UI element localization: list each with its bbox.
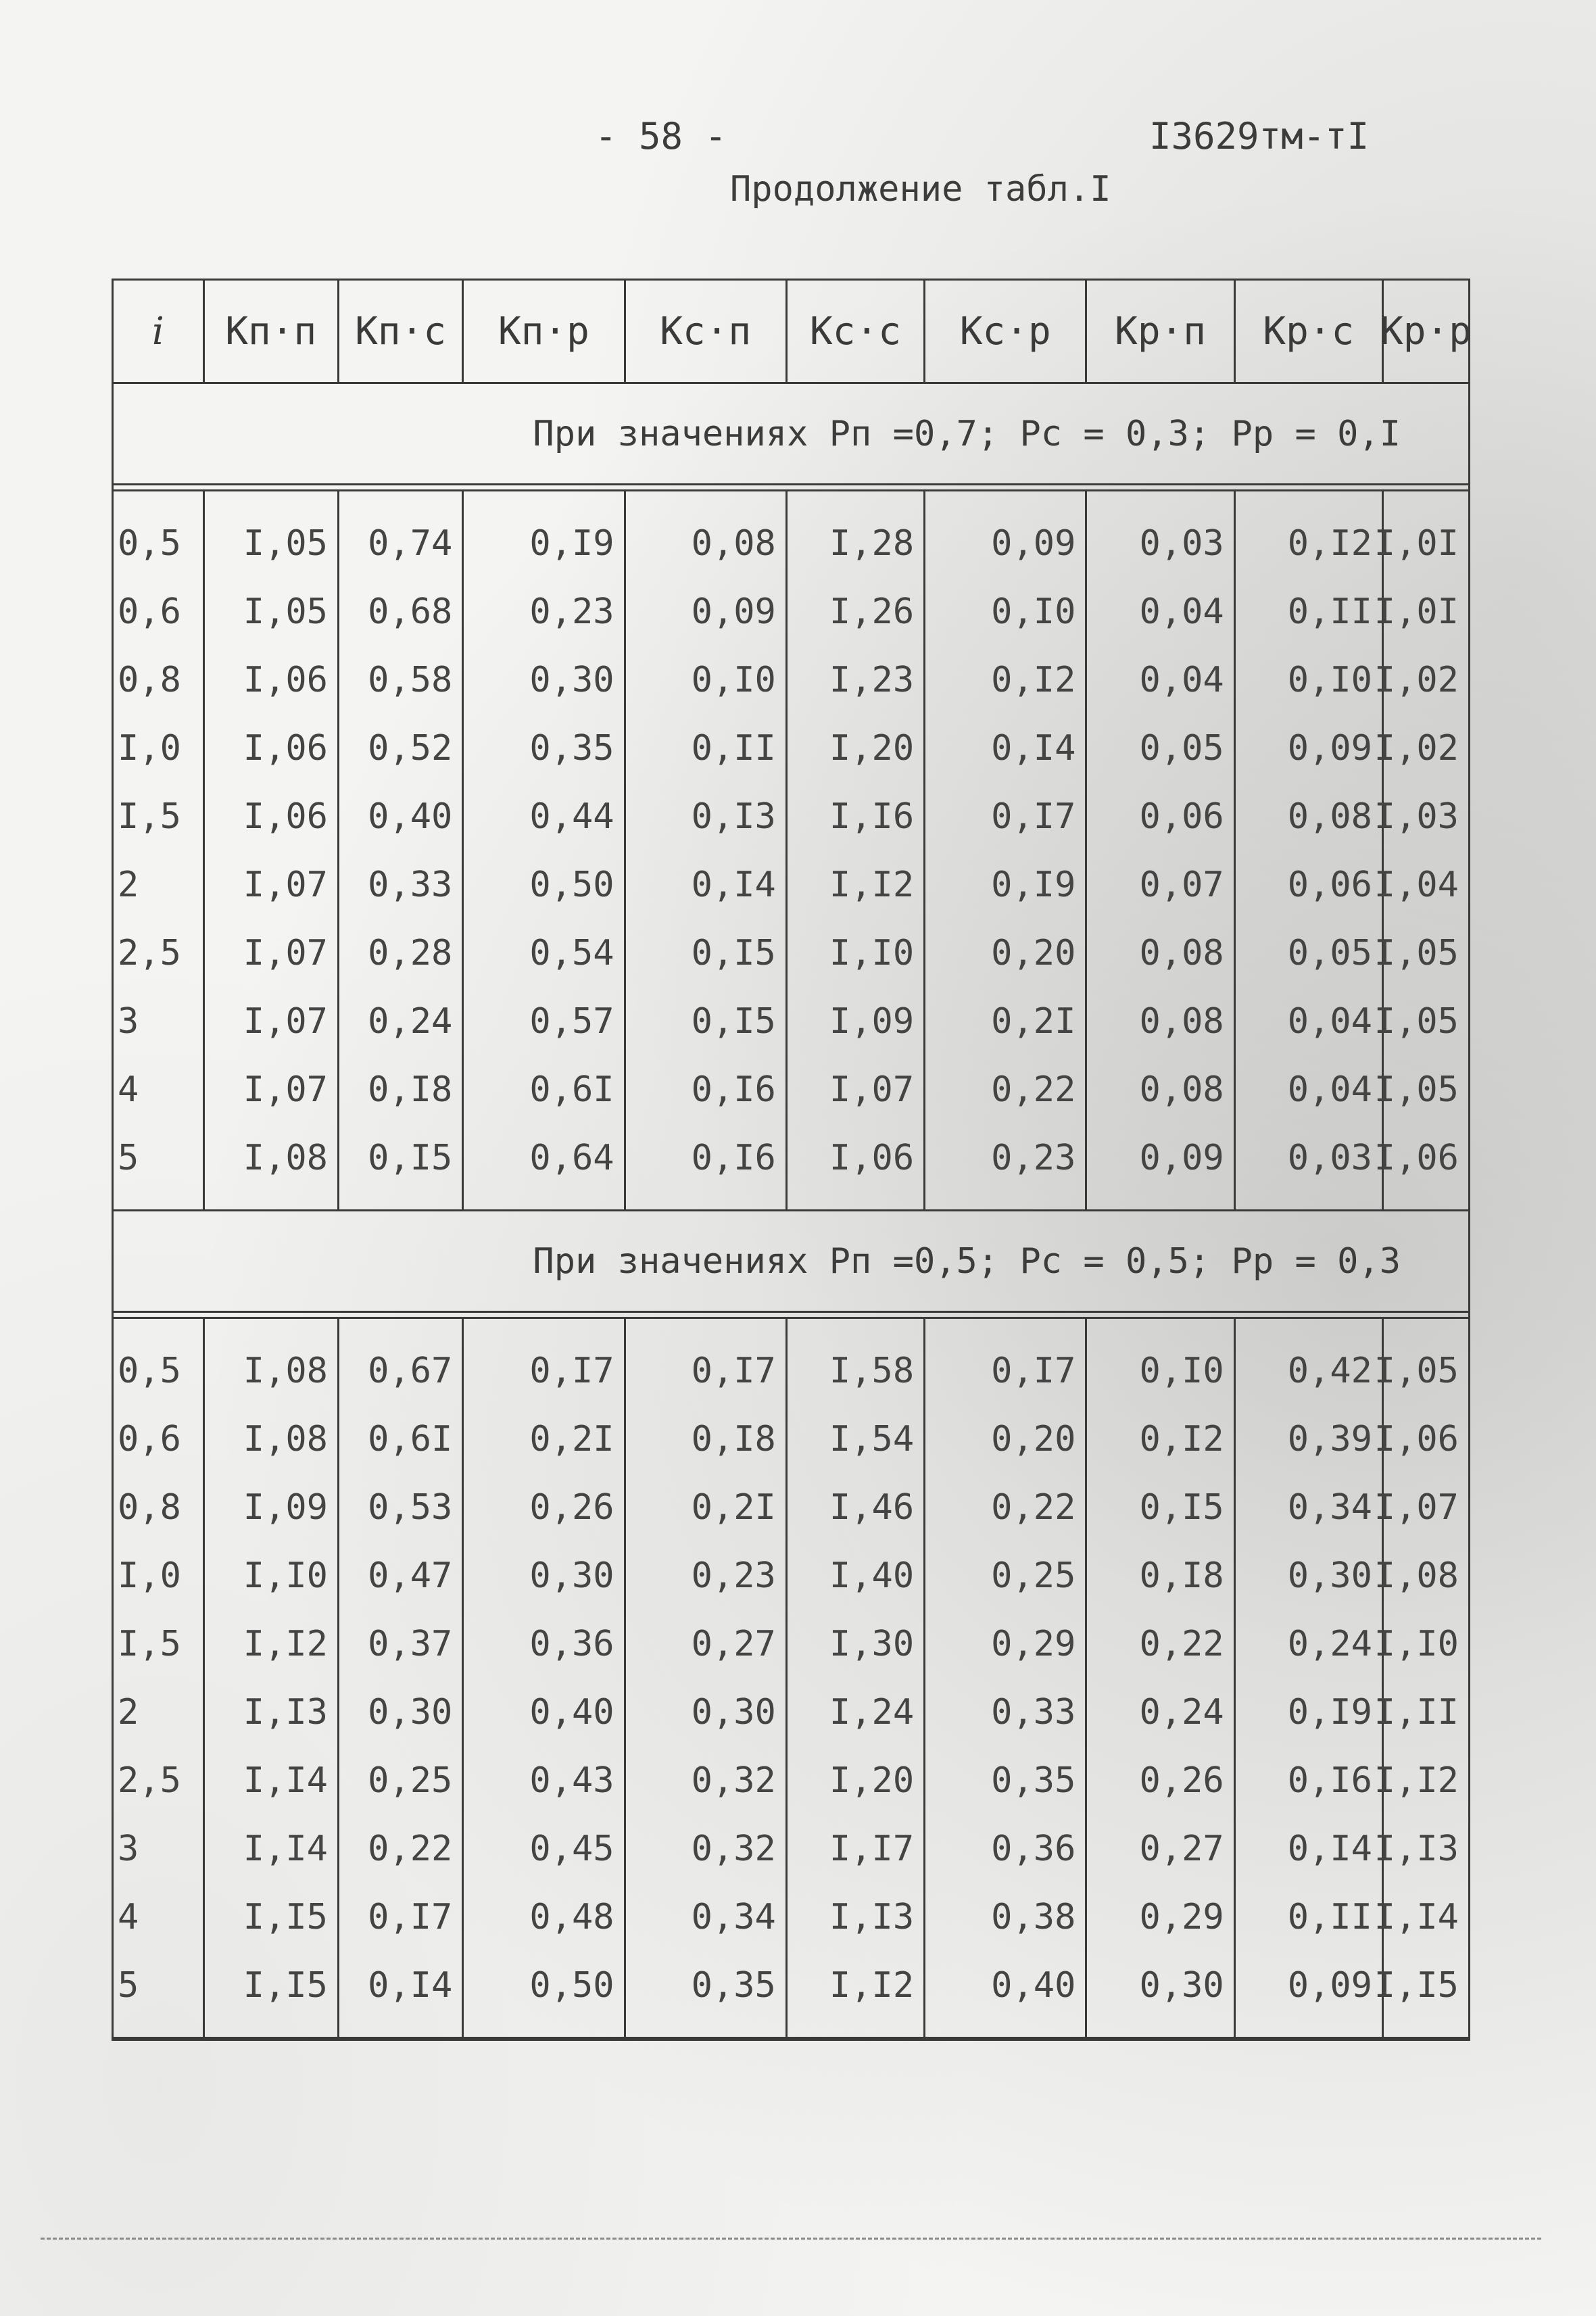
table-cell: I,0I	[1374, 591, 1459, 632]
table-cell: I,28	[829, 523, 915, 564]
table-cell: 0,32	[691, 1760, 776, 1801]
table-cell: 0,I7	[368, 1896, 453, 1937]
column-header: Kр·п	[1087, 281, 1235, 382]
row-label-cell: 5	[118, 1964, 139, 2006]
table-cell: I,I2	[829, 864, 915, 905]
row-label-cell: 4	[118, 1896, 139, 1937]
table-cell: 0,I7	[691, 1350, 776, 1391]
table-cell: I,06	[243, 727, 328, 769]
table-cell: 0,I4	[691, 864, 776, 905]
table-cell: I,07	[1374, 1487, 1459, 1528]
table-column	[1374, 1319, 1468, 2037]
row-label-cell: I,0	[118, 1555, 181, 1596]
table-cell: 0,25	[368, 1760, 453, 1801]
column-header: Kп·с	[339, 281, 464, 382]
table-column	[925, 491, 1087, 1209]
table-cell: 0,2I	[691, 1487, 776, 1528]
table-cell: I,23	[829, 659, 915, 700]
table-column	[788, 491, 925, 1209]
table-cell: 0,28	[368, 932, 453, 973]
table-cell: 0,58	[368, 659, 453, 700]
table-cell: 0,II	[691, 727, 776, 769]
table-header-row	[114, 281, 1472, 384]
table-cell: I,09	[243, 1487, 328, 1528]
table-cell: 0,57	[529, 1000, 614, 1042]
table-cell: 0,26	[529, 1487, 614, 1528]
table-column	[925, 1319, 1087, 2037]
table-cell: 0,23	[529, 591, 614, 632]
table-cell: I,I2	[829, 1964, 915, 2006]
table-cell: 0,6I	[368, 1418, 453, 1459]
table-cell: I,08	[243, 1350, 328, 1391]
table-cell: 0,50	[529, 1964, 614, 2006]
table-cell: 0,I2	[1287, 523, 1372, 564]
table-cell: I,07	[243, 1069, 328, 1110]
table-cell: 0,52	[368, 727, 453, 769]
table-cell: 0,09	[1287, 1964, 1372, 2006]
table-cell: 0,I7	[991, 796, 1076, 837]
column-header: i	[114, 281, 205, 382]
table-column	[1374, 491, 1468, 1209]
table-cell: 0,32	[691, 1828, 776, 1869]
table-column	[339, 491, 464, 1209]
table-cell: I,06	[829, 1137, 915, 1178]
table-cell: 0,20	[991, 1418, 1076, 1459]
table-cell: 0,42	[1287, 1350, 1372, 1391]
table-cell: 0,08	[1139, 932, 1224, 973]
table-cell: I,I3	[243, 1691, 328, 1733]
table-cell: I,05	[1374, 1000, 1459, 1042]
table-cell: 0,35	[991, 1760, 1076, 1801]
table-column	[114, 491, 205, 1209]
coefficients-table	[112, 279, 1470, 2041]
section-divider	[114, 485, 1468, 491]
table-cell: 0,08	[1287, 796, 1372, 837]
table-cell: 0,I8	[1139, 1555, 1224, 1596]
row-label-cell: I,5	[118, 1623, 181, 1664]
table-cell: 0,I9	[529, 523, 614, 564]
table-column	[464, 491, 625, 1209]
table-cell: 0,34	[1287, 1487, 1372, 1528]
table-cell: 0,04	[1287, 1000, 1372, 1042]
table-cell: 0,22	[1139, 1623, 1224, 1664]
table-cell: 0,22	[991, 1069, 1076, 1110]
row-label-cell: 0,8	[118, 1487, 181, 1528]
table-cell: I,I5	[243, 1896, 328, 1937]
column-header: Kс·с	[788, 281, 925, 382]
table-cell: 0,25	[991, 1555, 1076, 1596]
table-cell: 0,I0	[991, 591, 1076, 632]
row-label-cell: 0,8	[118, 659, 181, 700]
row-label-cell: 3	[118, 1000, 139, 1042]
table-cell: I,07	[243, 864, 328, 905]
table-cell: I,I2	[243, 1623, 328, 1664]
table-cell: 0,04	[1139, 591, 1224, 632]
table-cell: 0,I6	[691, 1069, 776, 1110]
table-cell: 0,23	[991, 1137, 1076, 1178]
table-cell: 0,07	[1139, 864, 1224, 905]
table-cell: 0,I8	[691, 1418, 776, 1459]
table-cell: 0,40	[991, 1964, 1076, 2006]
table-cell: 0,24	[1287, 1623, 1372, 1664]
page-header	[0, 115, 1596, 169]
table-cell: I,I0	[243, 1555, 328, 1596]
table-cell: 0,I0	[691, 659, 776, 700]
table-cell: 0,30	[1287, 1555, 1372, 1596]
table-cell: I,58	[829, 1350, 915, 1391]
table-cell: I,54	[829, 1418, 915, 1459]
table-cell: 0,74	[368, 523, 453, 564]
table-cell: 0,64	[529, 1137, 614, 1178]
table-cell: I,I5	[243, 1964, 328, 2006]
section-rows	[114, 491, 1468, 1211]
table-cell: 0,30	[529, 1555, 614, 1596]
table-cell: 0,67	[368, 1350, 453, 1391]
table-cell: 0,06	[1139, 796, 1224, 837]
table-cell: 0,40	[529, 1691, 614, 1733]
column-header: Kр·с	[1236, 281, 1384, 382]
table-cell: 0,09	[691, 591, 776, 632]
table-cell: I,07	[829, 1069, 915, 1110]
table-cell: 0,26	[1139, 1760, 1224, 1801]
table-cell: 0,34	[691, 1896, 776, 1937]
table-cell: I,07	[243, 1000, 328, 1042]
table-cell: 0,I2	[1139, 1418, 1224, 1459]
section-title: При значениях Pп =0,7; Pc = 0,3; Pp = 0,I	[114, 384, 1468, 485]
table-cell: 0,29	[991, 1623, 1076, 1664]
table-cell: I,20	[829, 727, 915, 769]
table-cell: I,07	[243, 932, 328, 973]
table-cell: 0,I7	[529, 1350, 614, 1391]
table-column	[464, 1319, 625, 2037]
table-cell: 0,I2	[991, 659, 1076, 700]
table-cell: 0,I4	[1287, 1828, 1372, 1869]
table-cell: I,40	[829, 1555, 915, 1596]
table-cell: I,05	[243, 591, 328, 632]
table-cell: 0,36	[991, 1828, 1076, 1869]
table-cell: I,I0	[1374, 1623, 1459, 1664]
table-cell: I,09	[829, 1000, 915, 1042]
table-cell: 0,I9	[991, 864, 1076, 905]
table-cell: 0,I5	[1139, 1487, 1224, 1528]
table-cell: 0,I8	[368, 1069, 453, 1110]
table-cell: 0,53	[368, 1487, 453, 1528]
table-cell: 0,I5	[691, 1000, 776, 1042]
table-cell: 0,08	[1139, 1000, 1224, 1042]
column-header: Kп·п	[205, 281, 339, 382]
table-cell: 0,I6	[1287, 1760, 1372, 1801]
row-label-cell: 0,5	[118, 523, 181, 564]
table-cell: I,06	[243, 796, 328, 837]
table-cell: I,I6	[829, 796, 915, 837]
table-cell: 0,54	[529, 932, 614, 973]
table-cell: 0,44	[529, 796, 614, 837]
table-cell: 0,I4	[991, 727, 1076, 769]
table-column	[205, 1319, 339, 2037]
column-header: Kс·п	[626, 281, 788, 382]
table-cell: 0,I0	[1287, 659, 1372, 700]
row-label-cell: 2	[118, 1691, 139, 1733]
table-cell: 0,29	[1139, 1896, 1224, 1937]
table-cell: I,II	[1374, 1691, 1459, 1733]
table-column	[1087, 1319, 1235, 2037]
table-cell: I,I5	[1374, 1964, 1459, 2006]
table-cell: 0,05	[1287, 932, 1372, 973]
table-cell: 0,33	[368, 864, 453, 905]
table-cell: 0,II	[1287, 591, 1372, 632]
bottom-cut-line	[41, 2238, 1541, 2240]
row-label-cell: 3	[118, 1828, 139, 1869]
table-cell: 0,03	[1139, 523, 1224, 564]
row-label-cell: 4	[118, 1069, 139, 1110]
table-column	[114, 1319, 205, 2037]
table-cell: 0,08	[1139, 1069, 1224, 1110]
table-cell: 0,I0	[1139, 1350, 1224, 1391]
table-cell: 0,I5	[691, 932, 776, 973]
table-cell: 0,I7	[991, 1350, 1076, 1391]
table-column	[788, 1319, 925, 2037]
table-cell: I,06	[1374, 1137, 1459, 1178]
table-cell: 0,38	[991, 1896, 1076, 1937]
table-cell: 0,04	[1139, 659, 1224, 700]
table-cell: 0,05	[1139, 727, 1224, 769]
column-header: Kп·р	[464, 281, 625, 382]
table-column	[1236, 491, 1384, 1209]
table-cell: 0,27	[1139, 1828, 1224, 1869]
table-cell: I,08	[1374, 1555, 1459, 1596]
table-column	[1087, 491, 1235, 1209]
table-cell: 0,24	[1139, 1691, 1224, 1733]
table-cell: I,I3	[1374, 1828, 1459, 1869]
table-cell: 0,2I	[529, 1418, 614, 1459]
table-cell: 0,II	[1287, 1896, 1372, 1937]
row-label-cell: 2	[118, 864, 139, 905]
table-cell: 0,68	[368, 591, 453, 632]
table-column	[205, 491, 339, 1209]
column-header: Kс·р	[925, 281, 1087, 382]
section-divider	[114, 1313, 1468, 1319]
table-cell: I,0I	[1374, 523, 1459, 564]
table-cell: 0,33	[991, 1691, 1076, 1733]
table-cell: I,I2	[1374, 1760, 1459, 1801]
table-cell: I,02	[1374, 727, 1459, 769]
table-cell: 0,43	[529, 1760, 614, 1801]
table-cell: 0,22	[991, 1487, 1076, 1528]
table-cell: 0,35	[529, 727, 614, 769]
table-cell: I,30	[829, 1623, 915, 1664]
table-cell: 0,I3	[691, 796, 776, 837]
table-cell: 0,06	[1287, 864, 1372, 905]
table-cell: I,I0	[829, 932, 915, 973]
table-cell: 0,03	[1287, 1137, 1372, 1178]
table-cell: 0,47	[368, 1555, 453, 1596]
table-cell: I,24	[829, 1691, 915, 1733]
table-cell: 0,35	[691, 1964, 776, 2006]
table-cell: I,I3	[829, 1896, 915, 1937]
table-cell: I,I7	[829, 1828, 915, 1869]
table-cell: 0,6I	[529, 1069, 614, 1110]
table-body	[114, 384, 1468, 2039]
table-cell: 0,36	[529, 1623, 614, 1664]
row-label-cell: 0,5	[118, 1350, 181, 1391]
table-cell: I,03	[1374, 796, 1459, 837]
table-cell: 0,I9	[1287, 1691, 1372, 1733]
table-cell: 0,27	[691, 1623, 776, 1664]
table-cell: I,06	[1374, 1418, 1459, 1459]
table-cell: 0,I4	[368, 1964, 453, 2006]
table-cell: 0,30	[691, 1691, 776, 1733]
table-cell: 0,2I	[991, 1000, 1076, 1042]
table-cell: 0,45	[529, 1828, 614, 1869]
row-label-cell: 2,5	[118, 1760, 181, 1801]
table-cell: I,05	[1374, 1069, 1459, 1110]
table-cell: I,26	[829, 591, 915, 632]
section-title: При значениях Pп =0,5; Pc = 0,5; Pp = 0,3	[114, 1211, 1468, 1313]
table-cell: I,I4	[243, 1760, 328, 1801]
table-cell: I,05	[243, 523, 328, 564]
table-cell: I,04	[1374, 864, 1459, 905]
row-label-cell: I,5	[118, 796, 181, 837]
table-cell: I,20	[829, 1760, 915, 1801]
table-cell: 0,50	[529, 864, 614, 905]
table-cell: I,08	[243, 1418, 328, 1459]
row-label-cell: 2,5	[118, 932, 181, 973]
table-cell: I,05	[1374, 932, 1459, 973]
table-cell: 0,09	[1139, 1137, 1224, 1178]
table-cell: 0,09	[1287, 727, 1372, 769]
row-label-cell: 5	[118, 1137, 139, 1178]
section-rows	[114, 1319, 1468, 2039]
table-cell: 0,39	[1287, 1418, 1372, 1459]
table-cell: 0,24	[368, 1000, 453, 1042]
table-column	[626, 1319, 788, 2037]
table-column	[1236, 1319, 1384, 2037]
table-cell: I,05	[1374, 1350, 1459, 1391]
table-cell: I,I4	[243, 1828, 328, 1869]
table-cell: 0,09	[991, 523, 1076, 564]
table-cell: 0,08	[691, 523, 776, 564]
column-header: Kр·р	[1380, 309, 1472, 354]
table-caption: Продолжение табл.I	[730, 169, 1111, 210]
table-cell: 0,I6	[691, 1137, 776, 1178]
table-column	[339, 1319, 464, 2037]
table-cell: 0,40	[368, 796, 453, 837]
table-cell: I,06	[243, 659, 328, 700]
document-code: I3629тм-тI	[1149, 115, 1370, 158]
row-label-cell: 0,6	[118, 591, 181, 632]
table-cell: 0,20	[991, 932, 1076, 973]
row-label-cell: 0,6	[118, 1418, 181, 1459]
table-cell: I,08	[243, 1137, 328, 1178]
table-cell: 0,30	[368, 1691, 453, 1733]
table-cell: 0,22	[368, 1828, 453, 1869]
table-cell: 0,04	[1287, 1069, 1372, 1110]
table-column	[626, 491, 788, 1209]
table-cell: I,I4	[1374, 1896, 1459, 1937]
table-cell: 0,I5	[368, 1137, 453, 1178]
table-cell: 0,30	[1139, 1964, 1224, 2006]
table-cell: 0,23	[691, 1555, 776, 1596]
page-number: - 58 -	[595, 115, 727, 158]
table-cell: 0,48	[529, 1896, 614, 1937]
table-cell: I,02	[1374, 659, 1459, 700]
table-cell: 0,30	[529, 659, 614, 700]
row-label-cell: I,0	[118, 727, 181, 769]
table-cell: I,46	[829, 1487, 915, 1528]
table-cell: 0,37	[368, 1623, 453, 1664]
